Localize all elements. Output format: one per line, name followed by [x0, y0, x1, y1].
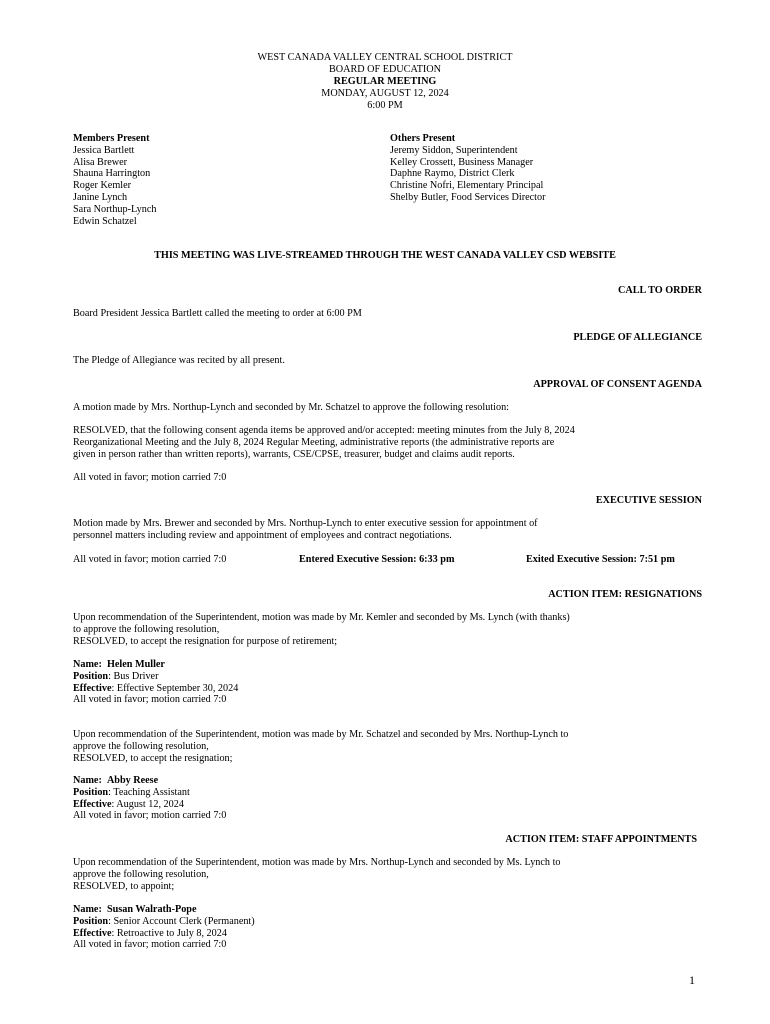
- member-name: Janine Lynch: [73, 191, 128, 203]
- vote-result: All voted in favor; motion carried 7:0: [73, 939, 227, 951]
- motion-line: Upon recommendation of the Superintendent, motion was made by Mrs. Northup-Lynch and seconded by Ms. Lynch to: [73, 857, 561, 868]
- employee-name: Abby Reese: [106, 775, 159, 786]
- effective-label: Effective: [73, 798, 112, 810]
- effective-label: Effective: [73, 682, 112, 694]
- livestream-notice: THIS MEETING WAS LIVE-STREAMED THROUGH THE WEST CANADA VALLEY CSD WEBSITE: [154, 250, 616, 261]
- meeting-time: 6:00 PM: [367, 100, 403, 111]
- motion-line: RESOLVED, to appoint;: [73, 880, 175, 892]
- position-label: Position: [73, 786, 109, 798]
- position-value: : Bus Driver: [108, 670, 159, 682]
- resignation-details: [73, 775, 708, 822]
- name-label: Name:: [73, 775, 102, 786]
- vote-result: All voted in favor; motion carried 7:0: [73, 694, 227, 706]
- member-name: Roger Kemler: [73, 180, 131, 192]
- resignation-item: [73, 612, 708, 647]
- consent-agenda-resolution: [73, 425, 708, 460]
- page-number: 1: [689, 973, 695, 987]
- position-label: Position: [73, 670, 109, 682]
- effective-label: Effective: [73, 927, 112, 939]
- motion-line: approve the following resolution,: [73, 740, 209, 752]
- pledge-text: The Pledge of Allegiance was recited by all present.: [73, 355, 285, 366]
- effective-value: : August 12, 2024: [111, 798, 184, 810]
- staff-appointments-heading: ACTION ITEM: STAFF APPOINTMENTS: [505, 834, 697, 845]
- appointment-details: [73, 904, 708, 951]
- members-present-title: Members Present: [73, 133, 150, 144]
- other-name: Kelley Crossett, Business Manager: [390, 156, 534, 168]
- consent-agenda-motion: A motion made by Mrs. Northup-Lynch and seconded by Mr. Schatzel to approve the following resolution:: [73, 402, 510, 413]
- name-label: Name:: [73, 904, 102, 915]
- employee-name: Susan Walrath-Pope: [106, 904, 197, 915]
- motion-line: Motion made by Mrs. Brewer and seconded by Mrs. Northup-Lynch to enter executive session for appointment of: [73, 518, 538, 529]
- consent-agenda-heading: APPROVAL OF CONSENT AGENDA: [533, 379, 702, 390]
- consent-agenda-vote: All voted in favor; motion carried 7:0: [73, 472, 227, 483]
- executive-session-entered: Entered Executive Session: 6:33 pm: [299, 554, 455, 565]
- resignations-heading: ACTION ITEM: RESIGNATIONS: [548, 589, 702, 600]
- member-name: Shauna Harrington: [73, 168, 151, 180]
- members-present-list: [73, 133, 156, 227]
- motion-line: Upon recommendation of the Superintendent, motion was made by Mr. Kemler and seconded by Ms. Lynch (with thanks): [73, 612, 570, 623]
- vote-result: All voted in favor; motion carried 7:0: [73, 810, 227, 822]
- other-name: Daphne Raymo, District Clerk: [390, 168, 515, 180]
- district-name: WEST CANADA VALLEY CENTRAL SCHOOL DISTRICT: [257, 52, 513, 63]
- motion-line: RESOLVED, to accept the resignation;: [73, 752, 233, 764]
- document-header: [0, 52, 770, 112]
- position-label: Position: [73, 915, 109, 927]
- meeting-date: MONDAY, AUGUST 12, 2024: [321, 88, 449, 99]
- call-to-order-text: Board President Jessica Bartlett called the meeting to order at 6:00 PM: [73, 308, 362, 319]
- others-present-title: Others Present: [390, 133, 456, 144]
- position-value: : Senior Account Clerk (Permanent): [108, 915, 255, 927]
- member-name: Alisa Brewer: [73, 156, 128, 168]
- motion-line: RESOLVED, to accept the resignation for purpose of retirement;: [73, 635, 338, 647]
- resignation-details: [73, 659, 708, 706]
- resolution-line: RESOLVED, that the following consent agenda items be approved and/or accepted: meeting minutes from the July 8, 2024: [73, 425, 575, 436]
- position-value: : Teaching Assistant: [108, 786, 190, 798]
- executive-session-heading: EXECUTIVE SESSION: [595, 495, 702, 506]
- board-name: BOARD OF EDUCATION: [328, 64, 442, 75]
- resolution-line: Reorganizational Meeting and the July 8, 2024 Regular Meeting, administrative reports (the administrative reports are: [73, 436, 555, 448]
- employee-name: Helen Muller: [106, 659, 165, 670]
- member-name: Edwin Schatzel: [73, 215, 137, 227]
- executive-session-vote: All voted in favor; motion carried 7:0: [73, 554, 227, 565]
- name-label: Name:: [73, 659, 102, 670]
- resolution-line: given in person rather than written reports), warrants, CSE/CPSE, treasurer, budget and claims audit reports.: [73, 448, 515, 460]
- appointment-motion: [73, 857, 708, 892]
- motion-line: personnel matters including review and appointment of employees and contract negotiations.: [73, 529, 452, 541]
- pledge-heading: PLEDGE OF ALLEGIANCE: [573, 332, 702, 343]
- other-name: Shelby Butler, Food Services Director: [390, 191, 546, 203]
- others-present-list: [390, 133, 546, 204]
- other-name: Jeremy Siddon, Superintendent: [390, 144, 518, 156]
- motion-line: to approve the following resolution,: [73, 623, 220, 635]
- executive-session-motion: [73, 518, 708, 542]
- member-name: Sara Northup-Lynch: [73, 203, 157, 215]
- call-to-order-heading: CALL TO ORDER: [618, 285, 702, 296]
- motion-line: Upon recommendation of the Superintendent, motion was made by Mr. Schatzel and seconded by Mrs. Northup-Lynch to: [73, 729, 569, 740]
- resignation-item: [73, 729, 708, 764]
- motion-line: approve the following resolution,: [73, 868, 209, 880]
- executive-session-exited: Exited Executive Session: 7:51 pm: [526, 554, 675, 565]
- effective-value: : Effective September 30, 2024: [111, 682, 239, 694]
- other-name: Christine Nofri, Elementary Principal: [390, 180, 544, 192]
- member-name: Jessica Bartlett: [73, 144, 135, 156]
- meeting-type: REGULAR MEETING: [333, 76, 437, 87]
- effective-value: : Retroactive to July 8, 2024: [111, 927, 227, 939]
